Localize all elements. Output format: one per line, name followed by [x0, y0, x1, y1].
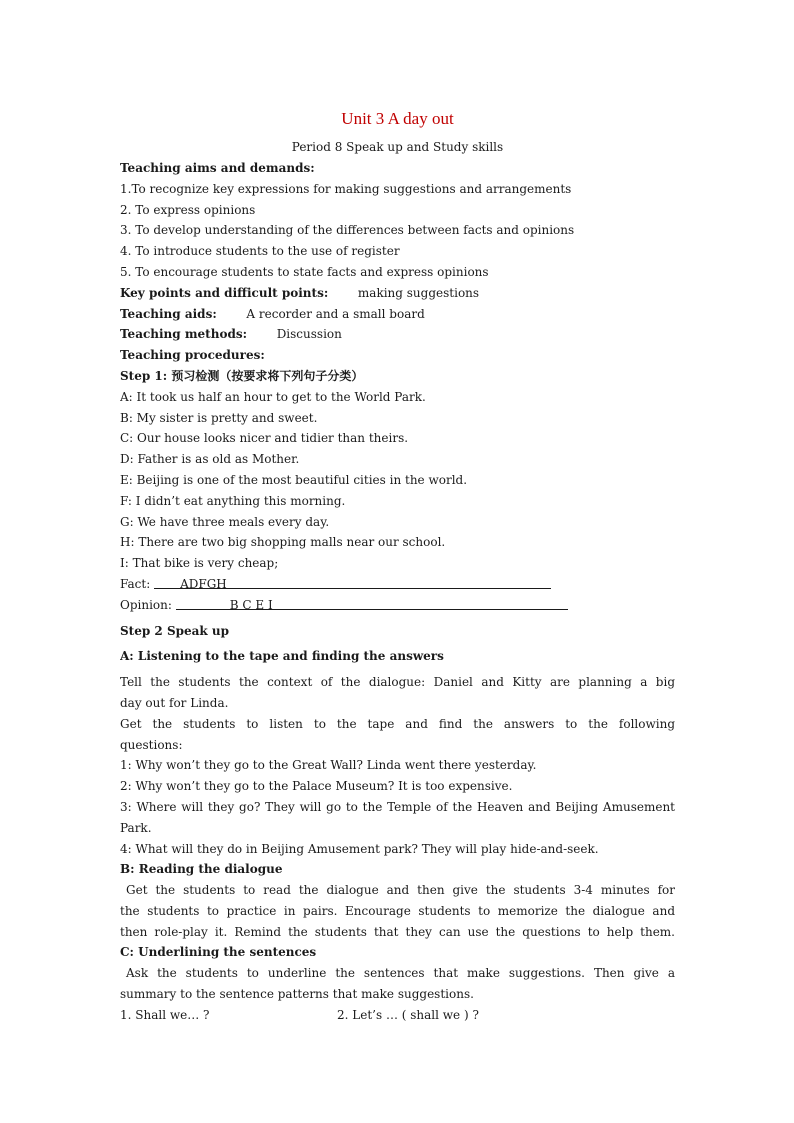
- methods-value: Discussion: [276, 327, 342, 342]
- question-item: 4: What will they do in Beijing Amusement park? They will play hide-and-seek.: [120, 841, 599, 856]
- sentence-item: A: It took us half an hour to get to the World Park.: [120, 389, 426, 404]
- page-subtitle: Period 8 Speak up and Study skills: [291, 140, 504, 154]
- aim-item: 5. To encourage students to state facts and express opinions: [120, 264, 489, 279]
- section-a-context: day out for Linda.: [120, 695, 229, 710]
- patterns-line: [120, 1005, 675, 1026]
- question-item: 1: Why won’t they go to the Great Wall? Linda went there yesterday.: [120, 758, 537, 773]
- section-c-text: summary to the sentence patterns that make suggestions.: [120, 987, 474, 1002]
- fact-answer: ADFGH: [180, 576, 227, 591]
- procedures-heading: Teaching procedures:: [120, 348, 265, 363]
- section-a-instruction: questions:: [120, 737, 183, 752]
- aim-item: 1.To recognize key expressions for making suggestions and arrangements: [120, 181, 572, 196]
- fact-answer-blank: [154, 574, 551, 589]
- sentence-item: H: There are two big shopping malls near our school.: [120, 535, 446, 550]
- sentence-item: I: That bike is very cheap;: [120, 556, 279, 571]
- aids-value: A recorder and a small board: [246, 306, 425, 321]
- section-a-context: Tell the students the context of the dialogue: Daniel and Kitty are planning a big: [120, 675, 675, 690]
- pattern-item: 1. Shall we… ?: [120, 1007, 210, 1022]
- opinion-answer: B C E I: [229, 597, 273, 612]
- step2-heading: Step 2 Speak up: [120, 623, 230, 638]
- section-c-text: Ask the students to underline the sentences that make suggestions. Then give a: [126, 966, 675, 981]
- fact-label: Fact:: [120, 576, 155, 591]
- section-a-heading: A: Listening to the tape and finding the answers: [120, 649, 444, 664]
- section-a-instruction: Get the students to listen to the tape and find the answers to the following: [120, 716, 675, 731]
- page-title: Unit 3 A day out: [341, 109, 454, 128]
- sentence-item: E: Beijing is one of the most beautiful cities in the world.: [120, 472, 468, 487]
- opinion-answer-blank: [176, 595, 568, 610]
- document-page: [120, 104, 675, 1026]
- step1-heading: [120, 366, 675, 387]
- sentence-item: B: My sister is pretty and sweet.: [120, 410, 318, 425]
- aids-line: [120, 304, 675, 325]
- section-b-text: then role-play it. Remind the students that they can use the questions to help them.: [120, 924, 675, 939]
- question-item: Park.: [120, 820, 152, 835]
- key-points-line: [120, 283, 675, 304]
- sentence-item: D: Father is as old as Mother.: [120, 452, 300, 467]
- aims-heading: Teaching aims and demands:: [120, 161, 315, 175]
- section-b-text: Get the students to read the dialogue and then give the students 3-4 minutes for: [126, 883, 675, 898]
- key-points-value: making suggestions: [357, 285, 480, 300]
- aim-item: 2. To express opinions: [120, 202, 256, 217]
- step1-title: 预习检测（按要求将下列句子分类）: [171, 368, 364, 383]
- section-b-text: the students to practice in pairs. Encourage students to memorize the dialogue and: [120, 903, 675, 918]
- sentence-item: G: We have three meals every day.: [120, 514, 330, 529]
- pattern-item: 2. Let’s … ( shall we ) ?: [337, 1007, 479, 1022]
- methods-line: [120, 324, 675, 345]
- opinion-line: [120, 595, 675, 616]
- aim-item: 4. To introduce students to the use of register: [120, 244, 400, 259]
- section-b-heading: B: Reading the dialogue: [120, 862, 283, 877]
- aids-label: Teaching aids:: [120, 306, 217, 321]
- opinion-label: Opinion:: [120, 597, 176, 612]
- question-item: 2: Why won’t they go to the Palace Museum? It is too expensive.: [120, 779, 513, 794]
- methods-label: Teaching methods:: [120, 327, 248, 342]
- sentence-item: F: I didn’t eat anything this morning.: [120, 493, 346, 508]
- step1-prefix: Step 1:: [120, 368, 172, 383]
- section-c-heading: C: Underlining the sentences: [120, 945, 317, 960]
- aim-item: 3. To develop understanding of the differences between facts and opinions: [120, 223, 575, 238]
- fact-line: [120, 574, 675, 595]
- sentence-item: C: Our house looks nicer and tidier than theirs.: [120, 431, 409, 446]
- question-item: 3: Where will they go? They will go to the Temple of the Heaven and Beijing Amusement: [120, 799, 675, 814]
- key-points-label: Key points and difficult points:: [120, 285, 329, 300]
